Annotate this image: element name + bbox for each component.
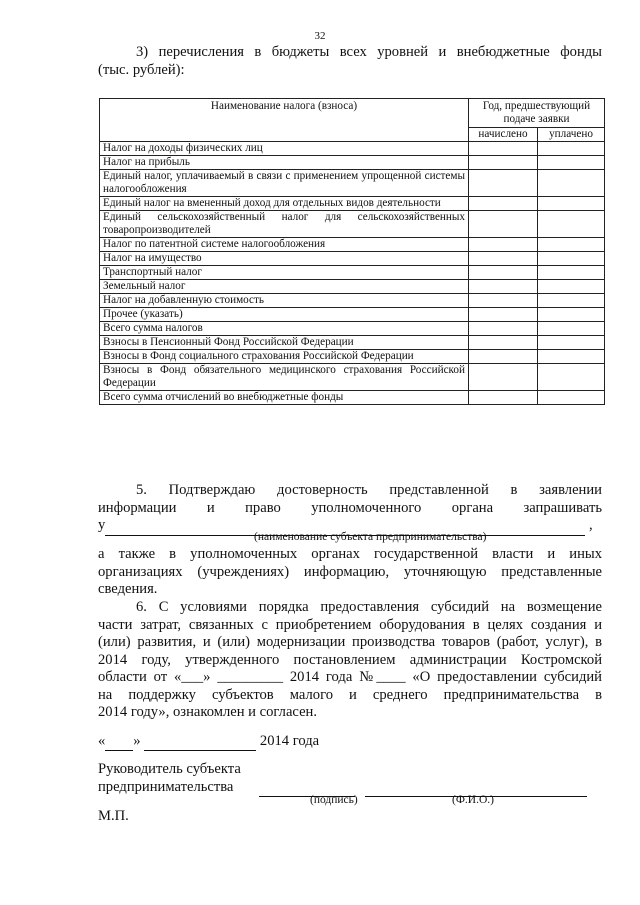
section-6-line: части затрат, связанных с приобретением оборудования в целях создания и [98, 616, 602, 633]
section-5-continued [98, 546, 602, 599]
stamp-place: М.П. [98, 808, 129, 824]
table-row [100, 238, 605, 252]
paid-cell[interactable] [538, 156, 605, 170]
section-5-line: организациях (учреждениях) информацию, уточняющую представленные [98, 563, 602, 580]
accrued-cell[interactable] [469, 197, 538, 211]
section-6-line: 2014 году», ознакомлен и согласен. [98, 704, 318, 720]
section-6-line: области от «___» _________ 2014 года №____ «О предоставлении субсидий [98, 669, 602, 685]
intro-line: (тыс. рублей): [98, 61, 185, 78]
section-5-line: 5. Подтверждаю достоверность представленной в заявлении [136, 482, 602, 498]
table-row [100, 350, 605, 364]
table-row [100, 266, 605, 280]
header-paid: уплачено [538, 128, 605, 142]
paid-cell[interactable] [538, 294, 605, 308]
table-row [100, 280, 605, 294]
accrued-cell[interactable] [469, 350, 538, 364]
tax-name-cell: Взносы в Фонд обязательного медицинского страхования Российской Федерации [100, 364, 469, 391]
intro-line: 3) перечисления в бюджеты всех уровней и внебюджетные фонды [136, 44, 602, 60]
paid-cell[interactable] [538, 238, 605, 252]
accrued-cell[interactable] [469, 336, 538, 350]
section-6-line: 2014 году, утвержденного постановлением администрации Костромской [98, 651, 602, 668]
table-row [100, 391, 605, 405]
section-5-prefix: у [98, 517, 106, 533]
year-text: 2014 года [259, 733, 320, 749]
signature-caption: (подпись) [310, 794, 358, 806]
accrued-cell[interactable] [469, 252, 538, 266]
section-5-line: информации и право уполномоченного органа запрашивать [98, 499, 602, 516]
paid-cell[interactable] [538, 266, 605, 280]
table-row [100, 142, 605, 156]
signature-block [98, 760, 587, 797]
tax-name-cell: Транспортный налог [100, 266, 469, 280]
accrued-cell[interactable] [469, 238, 538, 252]
accrued-cell[interactable] [469, 322, 538, 336]
tax-name-cell: Налог по патентной системе налогообложения [100, 238, 469, 252]
tax-table [99, 98, 605, 405]
full-name-caption: (Ф.И.О.) [452, 794, 494, 806]
signatory-title: Руководитель субъекта [98, 761, 241, 777]
paid-cell[interactable] [538, 391, 605, 405]
tax-name-cell: Единый налог на вмененный доход для отдельных видов деятельности [100, 197, 469, 211]
section-5-line: сведения. [98, 581, 158, 597]
accrued-cell[interactable] [469, 391, 538, 405]
table-row [100, 211, 605, 238]
accrued-cell[interactable] [469, 266, 538, 280]
month-field[interactable] [144, 733, 256, 751]
paid-cell[interactable] [538, 170, 605, 197]
header-tax-name: Наименование налога (взноса) [100, 99, 469, 142]
tax-name-cell: Налог на доходы физических лиц [100, 142, 469, 156]
table-row [100, 322, 605, 336]
paid-cell[interactable] [538, 211, 605, 238]
paid-cell[interactable] [538, 197, 605, 211]
paid-cell[interactable] [538, 350, 605, 364]
tax-name-cell: Единый сельскохозяйственный налог для сельскохозяйственных товаропроизводителей [100, 211, 469, 238]
paid-cell[interactable] [538, 252, 605, 266]
day-field[interactable] [105, 733, 133, 751]
tax-name-cell: Налог на прибыль [100, 156, 469, 170]
accrued-cell[interactable] [469, 156, 538, 170]
section-5-suffix: , [588, 517, 593, 533]
table-row [100, 170, 605, 197]
table-row [100, 308, 605, 322]
section-6 [98, 599, 602, 722]
tax-name-cell: Налог на имущество [100, 252, 469, 266]
paid-cell[interactable] [538, 336, 605, 350]
paid-cell[interactable] [538, 308, 605, 322]
section-6-line: 6. С условиями порядка предоставления субсидий на возмещение [136, 599, 602, 615]
tax-name-cell: Единый налог, уплачиваемый в связи с применением упрощенной системы налогообложения [100, 170, 469, 197]
table-row [100, 336, 605, 350]
accrued-cell[interactable] [469, 308, 538, 322]
table-row [100, 156, 605, 170]
tax-name-cell: Всего сумма отчислений во внебюджетные фонды [100, 391, 469, 405]
section-5 [98, 482, 602, 536]
page-number: 32 [314, 30, 326, 42]
date-close-quote: » [133, 733, 141, 749]
table-row [100, 252, 605, 266]
signatory-title: предпринимательства [98, 778, 587, 797]
accrued-cell[interactable] [469, 364, 538, 391]
paid-cell[interactable] [538, 322, 605, 336]
section-6-line: (или) развития, и (или) модернизации производства товаров (работ, услуг), в [98, 634, 602, 650]
tax-name-cell: Всего сумма налогов [100, 322, 469, 336]
tax-name-cell: Взносы в Пенсионный Фонд Российской Федерации [100, 336, 469, 350]
paid-cell[interactable] [538, 142, 605, 156]
table-row [100, 197, 605, 211]
header-accrued: начислено [469, 128, 538, 142]
accrued-cell[interactable] [469, 280, 538, 294]
tax-name-cell: Налог на добавленную стоимость [100, 294, 469, 308]
date-line [98, 733, 319, 751]
paid-cell[interactable] [538, 364, 605, 391]
header-period: Год, предшествующий подаче заявки [469, 99, 605, 128]
tax-name-cell: Земельный налог [100, 280, 469, 294]
table-row [100, 294, 605, 308]
tax-name-cell: Прочее (указать) [100, 308, 469, 322]
entity-name-caption: (наименование субъекта предпринимательства) [254, 531, 487, 543]
date-open-quote: « [98, 733, 106, 749]
accrued-cell[interactable] [469, 211, 538, 238]
section-6-line: на поддержку субъектов малого и среднего предпринимательства в [98, 686, 602, 703]
paid-cell[interactable] [538, 280, 605, 294]
accrued-cell[interactable] [469, 294, 538, 308]
table-row [100, 364, 605, 391]
accrued-cell[interactable] [469, 170, 538, 197]
intro-paragraph [98, 44, 602, 79]
accrued-cell[interactable] [469, 142, 538, 156]
tax-name-cell: Взносы в Фонд социального страхования Российской Федерации [100, 350, 469, 364]
section-5-line: а также в уполномоченных органах государственной власти и иных [98, 546, 602, 562]
